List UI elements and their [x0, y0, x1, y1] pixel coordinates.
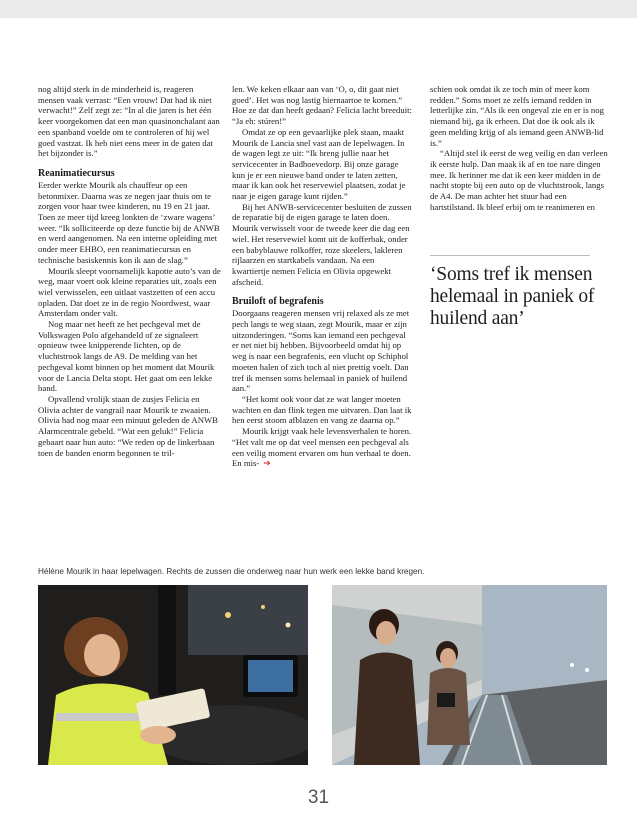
photo-caption: Hélène Mourik in haar lepelwagen. Rechts de zussen die onderweg naar hun werk een lekke band kregen.: [38, 567, 425, 576]
page-number: 31: [307, 787, 330, 808]
pull-quote-rule: [430, 255, 590, 256]
photo-sisters-on-highway: [332, 585, 607, 765]
paragraph-text: Mourik krijgt vaak hele levensverhalen te horen. “Het valt me op dat veel mensen een pechgeval als een veilig moment ervaren om hun verhaal te doen. En mis-: [232, 426, 412, 469]
paragraph: Nog maar net heeft ze het pechgeval met de Volkswagen Polo afgehandeld of ze signaleert opnieuw twee knipperende lichten, op de vluchtstrook langs de A9. De melding van het pechgeval komt binnen op het moment dat Mourik voor de Lancia Delta stopt. Het gaat om een lekke band.: [38, 319, 215, 394]
paragraph: Doorgaans reageren mensen vrij relaxed als ze met pech langs te weg staan, zegt Mourik, maar er zijn uitzonderingen. “Soms kan iemand een pechgeval er net niet bij hebben. Bijvoorbeeld omdat hij op weg is naar een begrafenis, een vlucht op Schiphol moeten halen of zich toch al niet prettig voelt. Dan tref ik mensen soms helemaal in paniek of huilend aan.”: [232, 308, 410, 394]
photo-driver-in-tow-truck: [38, 585, 308, 765]
paragraph: Opvallend vrolijk staan de zusjes Felicia en Olivia achter de vangrail naar Mourik te zwaaien. Olivia had nog maar een minuut geleden de ANWB Alarmcentrale gebeld. “Wat een geluk!” Felicia gebaart naar hun auto: “We reden op de linkerbaan toen de banden enorm begonnen te tril-: [38, 393, 218, 458]
text-column-1: [38, 84, 221, 458]
continue-arrow-icon: ➔: [263, 459, 271, 470]
paragraph: schien ook omdat ik ze toch min of meer kom redden.” Soms moet ze zelfs iemand redden in letterlijke zin. “Als ik een ongeval zie en er is nog niemand bij, ga ik erheen. Dat doe ik ook als ik geen melding krijg of als iemand geen ANWB-lid is.”: [430, 84, 604, 148]
paragraph: “Het komt ook voor dat ze wat langer moeten wachten en dan flink tegen me uitvaren. Dan laat ik hen eerst stoom afblazen en vang ze daarna op.”: [232, 393, 412, 426]
subheading-reanimatiecursus: Reanimatiecursus: [38, 167, 115, 179]
photo-sisters-illustration: [332, 585, 607, 765]
top-bar: [0, 0, 637, 18]
subheading-bruiloft-of-begrafenis: Bruiloft of begrafenis: [232, 296, 324, 308]
text-column-2: [232, 84, 412, 470]
paragraph: Mourik sleept voornamelijk kapotte auto’s van de weg, maar voert ook kleine reparaties uit, zoals een wiel verwisselen, een uitlaat vastzetten of een accu opladen. Dat doet ze in de regio Noordwest, waar Amsterdam onder valt.: [38, 265, 221, 319]
paragraph-with-continue-arrow: [232, 426, 412, 470]
paragraph: nog altijd sterk in de minderheid is, reageren mensen vaak verrast: “Een vrouw! Dat had ik niet verwacht!” Zelf zegt ze: “In al die jaren is het één keer voorgekomen dat een man quasinonchalant aan een spanband voelde om te controleren of hij wel goed vastzat. Ik heb niet eens meer in de gaten dat het bijzonder is.”: [38, 84, 220, 159]
text-column-3: [430, 84, 610, 212]
photo-driver-illustration: [38, 585, 308, 765]
paragraph: “Altijd stel ik eerst de weg veilig en dan verleen ik eerste hulp. Dan maak ik af en toe nare dingen mee. Ik herinner me dat ik een keer midden in de nacht stopte bij een auto op de vluchtstrook, langs de A4. De man achter het stuur had een hartstilstand. Ik bleef erbij om te reanimeren en: [430, 148, 608, 212]
paragraph: Bij het ANWB-servicecenter besluiten de zussen de reparatie bij de eigen garage te laten doen. Mourik verwisselt voor de tweede keer die dag een wiel. Het reservewiel komt uit de kofferbak, onder een babyblauwe rolkoffer, roze skeelers, lakleren rijlaarzen en startkabels vandaan. Na een kwartiertje nemen Felicia en Olivia opgewekt afscheid.: [232, 201, 412, 287]
pull-quote-block: [430, 255, 620, 330]
pull-quote: ‘Soms tref ik mensen helemaal in paniek of huilend aan’: [430, 264, 595, 329]
paragraph: Omdat ze op een gevaarlijke plek staan, maakt Mourik de Lancia snel vast aan de lepelwagen. In de wagen legt ze uit: “Ik breng jullie naar het servicecenter in Badhoevedorp. Bij onze garage kun je er een nieuwe band onder te laten zetten, maar ik kan ook het reservewiel plaatsen, zodat je naar je eigen garage kunt rijden.”: [232, 126, 406, 202]
paragraph: len. We keken elkaar aan van ‘O, o, dit gaat niet goed’. Het was nog lastig hiernaartoe te komen.” Hoe ze dat dan heeft gedaan? Felicia lacht breeduit: “Ja eh: stúren!”: [232, 84, 412, 127]
paragraph: Eerder werkte Mourik als chauffeur op een betonmixer. Daarna was ze negen jaar thuis om te zorgen voor haar twee kinderen, nu 19 en 21 jaar. Toen ze meer tijd kreeg lonkten de ‘zware wagens’ weer. “Ik solliciteerde op deze functie bij de ANWB en werd aangenomen. Na een interne opleiding met onder meer EHBO, een reanimatiecursus en technische basiskennis kon ik aan de slag.”: [38, 179, 220, 265]
